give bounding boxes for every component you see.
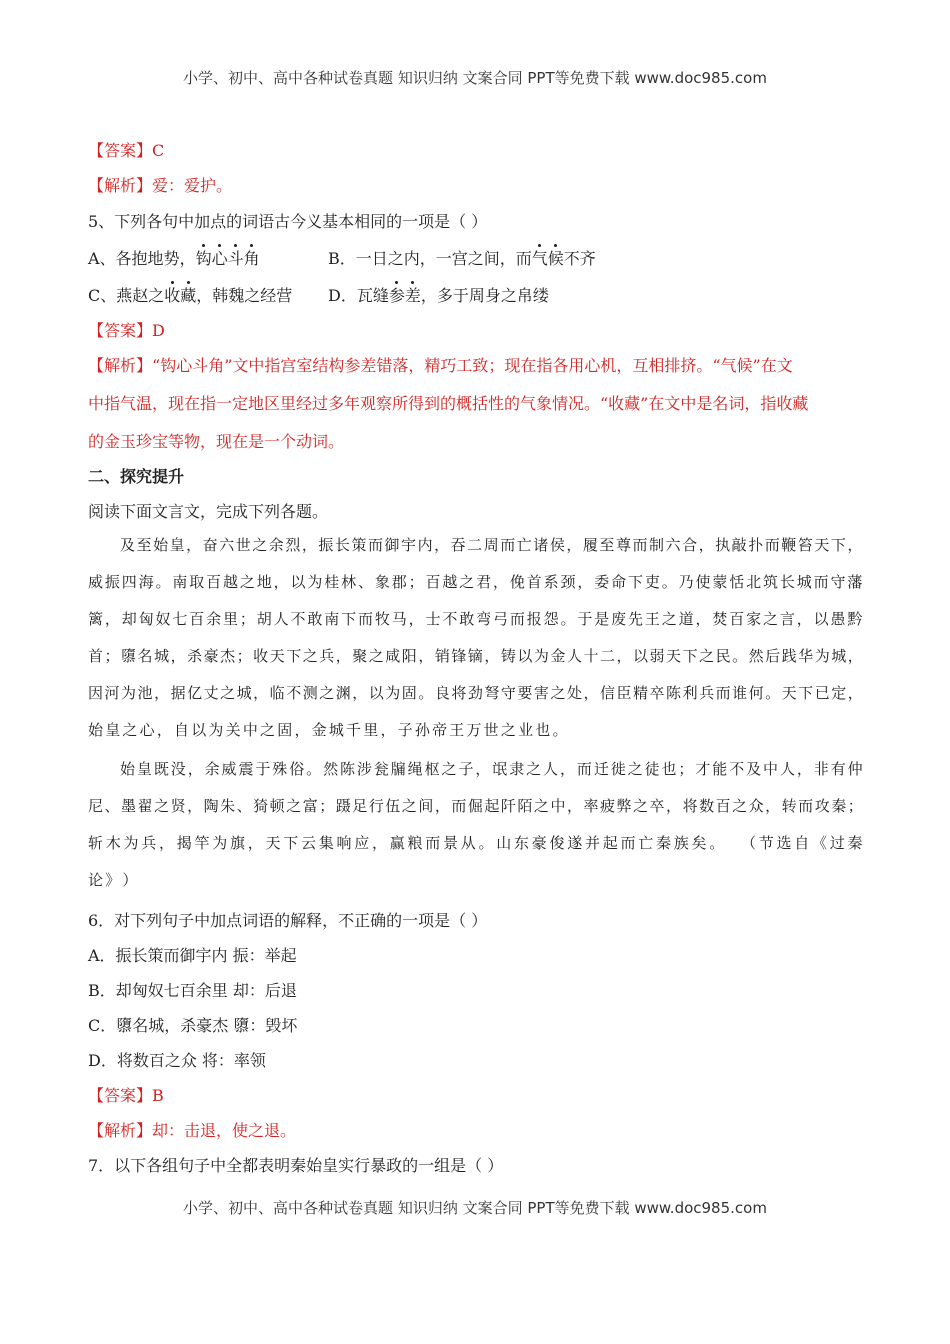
q6-option-b: B．却匈奴七百余里 却：后退	[88, 981, 297, 1000]
analysis-text: “钩心斗角”文中指宫室结构参差错落，精巧工致；现在指各用心机，互相排挤。“气候”在文	[152, 356, 793, 375]
q6-answer	[88, 1083, 164, 1106]
q6-analysis	[88, 1118, 296, 1141]
q5-analysis-line-2: 中指气温，现在指一定地区里经过多年观察所得到的概括性的气象情况。“收藏”在文中是名词，指收藏	[88, 394, 809, 413]
passage-line: 篱 ， 却 匈 奴 七 百 余 里 ； 胡 人 不 敢 南 下 而 牧 马 ， 士 不 敢 弯 弓 而 报 怨 。 于 是 废 先 王 之 道 ， 焚 百 家 之 言 ， 以 愚 黔	[88, 610, 863, 628]
page-footer-banner: 小学、初中、高中各种试卷真题 知识归纳 文案合同 PPT等免费下载 www.doc985.com	[183, 1199, 767, 1217]
passage-line: 论 》 ）	[88, 871, 140, 889]
page-header-banner: 小学、初中、高中各种试卷真题 知识归纳 文案合同 PPT等免费下载 www.doc985.com	[183, 69, 767, 87]
dotted-word: 气候	[531, 249, 564, 268]
q6-option-c: C．隳名城，杀豪杰 隳：毁坏	[88, 1016, 298, 1035]
q5-option-c: C、燕赵之收藏，韩魏之经营	[88, 286, 293, 305]
answer-label: 【答案】	[88, 1086, 153, 1105]
q5-option-b: B．一日之内，一宫之间，而气候不齐	[328, 249, 596, 268]
passage-line: 及 至 始 皇 ， 奋 六 世 之 余 烈 ， 振 长 策 而 御 宇 内 ， 吞 二 周 而 亡 诸 侯 ， 履 至 尊 而 制 六 合 ， 执 敲 扑 而 鞭 笞 天 下 ，	[120, 536, 863, 554]
answer-value: D	[152, 321, 165, 340]
section-intro: 阅读下面文言文，完成下列各题。	[88, 502, 329, 521]
answer-value: C	[152, 141, 165, 160]
analysis-label: 【解析】	[88, 356, 153, 375]
passage-line: 斩 木 为 兵 ， 揭 竿 为 旗 ， 天 下 云 集 响 应 ， 赢 粮 而 景 从 。 山 东 豪 俊 遂 并 起 而 亡 秦 族 矣 。 （ 节 选 自 《 过 秦	[88, 834, 863, 852]
q4-answer	[88, 138, 164, 161]
analysis-label: 【解析】	[88, 176, 153, 195]
q5-options-ab	[88, 246, 848, 269]
answer-label: 【答案】	[88, 141, 153, 160]
q5-options-cd	[88, 283, 848, 306]
passage-line: 首 ； 隳 名 城 ， 杀 豪 杰 ； 收 天 下 之 兵 ， 聚 之 咸 阳 ， 销 锋 镝 ， 铸 以 为 金 人 十 二 ， 以 弱 天 下 之 民 。 然 后 践 华 为 城 ，	[88, 647, 863, 665]
q5-analysis-line-1	[88, 353, 793, 376]
q6-option-a: A．振长策而御宇内 振：举起	[88, 946, 297, 965]
q5-analysis-line-3: 的金玉珍宝等物，现在是一个动词。	[88, 432, 345, 451]
q5-answer	[88, 318, 165, 341]
analysis-label: 【解析】	[88, 1121, 153, 1140]
q6-stem: 6．对下列句子中加点词语的解释，不正确的一项是（ ）	[88, 911, 488, 930]
answer-value: B	[152, 1086, 164, 1105]
q7-stem: 7．以下各组句子中全都表明秦始皇实行暴政的一组是（ ）	[88, 1156, 504, 1175]
passage-line: 因 河 为 池 ， 据 亿 丈 之 城 ， 临 不 测 之 渊 ， 以 为 固 。 良 将 劲 弩 守 要 害 之 处 ， 信 臣 精 卒 陈 利 兵 而 谁 何 。 天 下 已 定 ，	[88, 684, 863, 702]
q6-option-d: D．将数百之众 将：率领	[88, 1051, 266, 1070]
dotted-word: 钩心斗角	[195, 249, 260, 268]
dotted-word: 参差	[388, 286, 421, 305]
answer-label: 【答案】	[88, 321, 153, 340]
dotted-word: 收藏	[164, 286, 197, 305]
passage-line: 始 皇 之 心 ， 自 以 为 关 中 之 固 ， 金 城 千 里 ， 子 孙 帝 王 万 世 之 业 也 。	[88, 721, 570, 739]
analysis-text: 爱：爱护。	[152, 176, 233, 195]
passage-line: 始 皇 既 没 ， 余 威 震 于 殊 俗 。 然 陈 涉 瓮 牖 绳 枢 之 子 ， 氓 隶 之 人 ， 而 迁 徙 之 徒 也 ； 才 能 不 及 中 人 ， 非 有 仲	[120, 760, 863, 778]
analysis-text: 却：击退，使之退。	[152, 1121, 297, 1140]
passage-line: 尼 、 墨 翟 之 贤 ， 陶 朱 、 猗 顿 之 富 ； 蹑 足 行 伍 之 间 ， 而 倔 起 阡 陌 之 中 ， 率 疲 弊 之 卒 ， 将 数 百 之 众 ， 转 而 攻 秦 ；	[88, 797, 863, 815]
passage-line: 威 振 四 海 。 南 取 百 越 之 地 ， 以 为 桂 林 、 象 郡 ； 百 越 之 君 ， 俛 首 系 颈 ， 委 命 下 吏 。 乃 使 蒙 恬 北 筑 长 城 而 守 藩	[88, 573, 863, 591]
q4-analysis	[88, 173, 232, 196]
section-title: 二、探究提升	[88, 467, 185, 486]
q5-option-a: A、各抱地势，钩心斗角	[88, 249, 260, 268]
q5-option-d: D．瓦缝参差，多于周身之帛缕	[328, 286, 549, 305]
q5-stem: 5、下列各句中加点的词语古今义基本相同的一项是（ ）	[88, 212, 488, 231]
